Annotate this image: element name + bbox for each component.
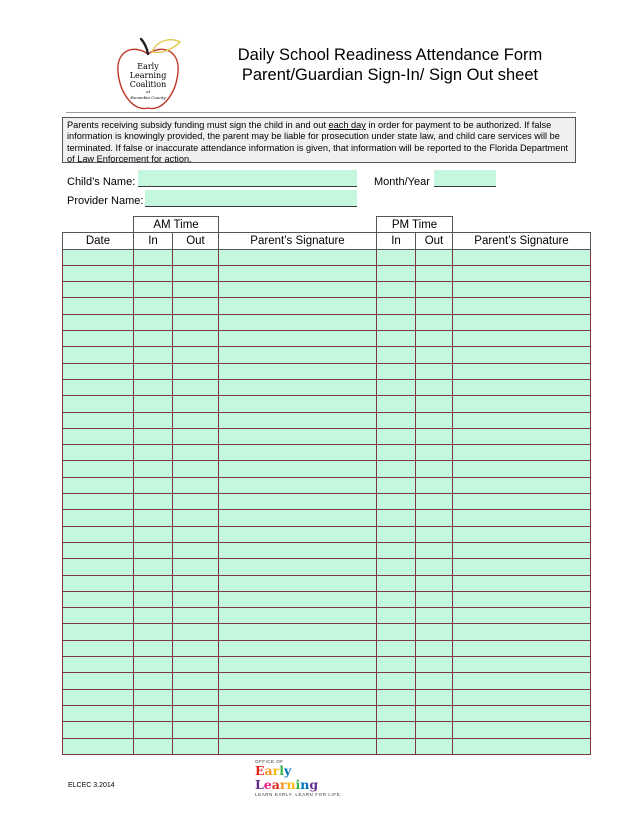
am-in-cell[interactable] bbox=[134, 282, 173, 298]
table-row bbox=[63, 640, 591, 656]
table-row bbox=[63, 689, 591, 705]
am-in-cell[interactable] bbox=[134, 657, 173, 673]
am-signature-cell[interactable] bbox=[219, 608, 377, 624]
am-in-cell[interactable] bbox=[134, 624, 173, 640]
pm-signature-cell[interactable] bbox=[453, 379, 591, 395]
am-signature-cell[interactable] bbox=[219, 314, 377, 330]
pm-time-header: PM Time bbox=[377, 217, 453, 233]
notice-box bbox=[62, 117, 576, 163]
pm-signature-cell[interactable] bbox=[453, 396, 591, 412]
am-signature-cell[interactable] bbox=[219, 396, 377, 412]
table-row bbox=[63, 249, 591, 265]
logo-line3: Coalition bbox=[129, 80, 167, 89]
table-row bbox=[63, 347, 591, 363]
am-in-cell[interactable] bbox=[134, 559, 173, 575]
pm-signature-cell[interactable] bbox=[453, 265, 591, 281]
am-signature-cell[interactable] bbox=[219, 282, 377, 298]
table-row bbox=[63, 608, 591, 624]
pm-in-cell[interactable] bbox=[377, 657, 416, 673]
am-in-cell[interactable] bbox=[134, 347, 173, 363]
am-out-cell[interactable] bbox=[173, 428, 219, 444]
date-cell[interactable] bbox=[63, 396, 134, 412]
am-signature-cell[interactable] bbox=[219, 249, 377, 265]
provider-name-label: Provider Name: bbox=[67, 195, 144, 207]
am-signature-cell[interactable] bbox=[219, 542, 377, 558]
table-row bbox=[63, 510, 591, 526]
group-spacer bbox=[453, 217, 591, 233]
am-in-cell[interactable] bbox=[134, 738, 173, 754]
pm-in-cell[interactable] bbox=[377, 282, 416, 298]
date-cell[interactable] bbox=[63, 314, 134, 330]
am-out-cell[interactable] bbox=[173, 347, 219, 363]
am-signature-cell[interactable] bbox=[219, 510, 377, 526]
am-in-cell[interactable] bbox=[134, 298, 173, 314]
pm-signature-cell[interactable] bbox=[453, 461, 591, 477]
pm-out-cell[interactable] bbox=[416, 689, 453, 705]
pm-signature-cell[interactable] bbox=[453, 738, 591, 754]
am-in-cell[interactable] bbox=[134, 461, 173, 477]
table-row bbox=[63, 298, 591, 314]
am-signature-cell[interactable] bbox=[219, 331, 377, 347]
pm-out-cell[interactable] bbox=[416, 363, 453, 379]
pm-in-cell[interactable] bbox=[377, 705, 416, 721]
logo-office-text: OFFICE OF bbox=[255, 759, 284, 764]
am-in-cell[interactable] bbox=[134, 363, 173, 379]
am-signature-cell[interactable] bbox=[219, 379, 377, 395]
am-out-cell[interactable] bbox=[173, 477, 219, 493]
am-in-cell[interactable] bbox=[134, 379, 173, 395]
am-out-cell[interactable] bbox=[173, 249, 219, 265]
pm-in-cell[interactable] bbox=[377, 428, 416, 444]
am-out-cell[interactable] bbox=[173, 510, 219, 526]
col-am-in: In bbox=[134, 233, 173, 249]
pm-out-cell[interactable] bbox=[416, 347, 453, 363]
pm-signature-cell[interactable] bbox=[453, 477, 591, 493]
am-in-cell[interactable] bbox=[134, 542, 173, 558]
logo-brand-text: Early Learning bbox=[255, 763, 319, 792]
am-out-cell[interactable] bbox=[173, 640, 219, 656]
date-cell[interactable] bbox=[63, 282, 134, 298]
pm-out-cell[interactable] bbox=[416, 461, 453, 477]
pm-signature-cell[interactable] bbox=[453, 510, 591, 526]
pm-out-cell[interactable] bbox=[416, 738, 453, 754]
date-cell[interactable] bbox=[63, 575, 134, 591]
am-signature-cell[interactable] bbox=[219, 363, 377, 379]
am-out-cell[interactable] bbox=[173, 412, 219, 428]
am-out-cell[interactable] bbox=[173, 575, 219, 591]
pm-out-cell[interactable] bbox=[416, 608, 453, 624]
group-spacer bbox=[63, 217, 134, 233]
pm-in-cell[interactable] bbox=[377, 591, 416, 607]
logo-line4: of bbox=[146, 89, 150, 94]
am-time-header: AM Time bbox=[134, 217, 219, 233]
pm-signature-cell[interactable] bbox=[453, 526, 591, 542]
coalition-logo bbox=[114, 36, 182, 114]
pm-in-cell[interactable] bbox=[377, 689, 416, 705]
pm-signature-cell[interactable] bbox=[453, 559, 591, 575]
col-pm-signature: Parent’s Signature bbox=[453, 233, 591, 249]
pm-in-cell[interactable] bbox=[377, 298, 416, 314]
pm-in-cell[interactable] bbox=[377, 510, 416, 526]
logo-line5: Escambia County bbox=[130, 95, 166, 100]
am-out-cell[interactable] bbox=[173, 282, 219, 298]
table-row bbox=[63, 282, 591, 298]
pm-in-cell[interactable] bbox=[377, 575, 416, 591]
am-out-cell[interactable] bbox=[173, 624, 219, 640]
am-out-cell[interactable] bbox=[173, 445, 219, 461]
pm-out-cell[interactable] bbox=[416, 445, 453, 461]
month-year-field[interactable] bbox=[434, 170, 496, 187]
pm-in-cell[interactable] bbox=[377, 624, 416, 640]
am-out-cell[interactable] bbox=[173, 461, 219, 477]
table-row bbox=[63, 331, 591, 347]
provider-name-field[interactable] bbox=[145, 190, 357, 207]
am-signature-cell[interactable] bbox=[219, 673, 377, 689]
logo-line1: Early bbox=[137, 62, 159, 71]
pm-signature-cell[interactable] bbox=[453, 657, 591, 673]
table-row bbox=[63, 379, 591, 395]
pm-in-cell[interactable] bbox=[377, 347, 416, 363]
am-in-cell[interactable] bbox=[134, 608, 173, 624]
group-spacer bbox=[219, 217, 377, 233]
pm-signature-cell[interactable] bbox=[453, 722, 591, 738]
date-cell[interactable] bbox=[63, 494, 134, 510]
table-row bbox=[63, 673, 591, 689]
table-row bbox=[63, 363, 591, 379]
pm-out-cell[interactable] bbox=[416, 657, 453, 673]
date-cell[interactable] bbox=[63, 722, 134, 738]
pm-out-cell[interactable] bbox=[416, 428, 453, 444]
pm-out-cell[interactable] bbox=[416, 705, 453, 721]
am-signature-cell[interactable] bbox=[219, 477, 377, 493]
pm-out-cell[interactable] bbox=[416, 510, 453, 526]
pm-signature-cell[interactable] bbox=[453, 249, 591, 265]
am-out-cell[interactable] bbox=[173, 542, 219, 558]
am-in-cell[interactable] bbox=[134, 428, 173, 444]
date-cell[interactable] bbox=[63, 477, 134, 493]
pm-signature-cell[interactable] bbox=[453, 428, 591, 444]
pm-in-cell[interactable] bbox=[377, 396, 416, 412]
pm-out-cell[interactable] bbox=[416, 559, 453, 575]
pm-in-cell[interactable] bbox=[377, 526, 416, 542]
am-in-cell[interactable] bbox=[134, 331, 173, 347]
am-out-cell[interactable] bbox=[173, 559, 219, 575]
logo-tagline: LEARN EARLY. LEARN FOR LIFE. bbox=[255, 792, 343, 797]
am-signature-cell[interactable] bbox=[219, 412, 377, 428]
pm-in-cell[interactable] bbox=[377, 265, 416, 281]
pm-signature-cell[interactable] bbox=[453, 363, 591, 379]
pm-out-cell[interactable] bbox=[416, 282, 453, 298]
am-signature-cell[interactable] bbox=[219, 559, 377, 575]
am-in-cell[interactable] bbox=[134, 477, 173, 493]
am-in-cell[interactable] bbox=[134, 673, 173, 689]
am-signature-cell[interactable] bbox=[219, 298, 377, 314]
pm-in-cell[interactable] bbox=[377, 477, 416, 493]
date-cell[interactable] bbox=[63, 461, 134, 477]
date-cell[interactable] bbox=[63, 298, 134, 314]
pm-in-cell[interactable] bbox=[377, 379, 416, 395]
pm-signature-cell[interactable] bbox=[453, 624, 591, 640]
am-out-cell[interactable] bbox=[173, 689, 219, 705]
pm-out-cell[interactable] bbox=[416, 494, 453, 510]
table-row bbox=[63, 477, 591, 493]
table-row bbox=[63, 396, 591, 412]
am-signature-cell[interactable] bbox=[219, 657, 377, 673]
am-signature-cell[interactable] bbox=[219, 640, 377, 656]
am-out-cell[interactable] bbox=[173, 738, 219, 754]
pm-signature-cell[interactable] bbox=[453, 673, 591, 689]
am-signature-cell[interactable] bbox=[219, 445, 377, 461]
table-row bbox=[63, 657, 591, 673]
am-in-cell[interactable] bbox=[134, 265, 173, 281]
date-cell[interactable] bbox=[63, 412, 134, 428]
pm-signature-cell[interactable] bbox=[453, 575, 591, 591]
form-code: ELCEC 3.2014 bbox=[68, 782, 115, 789]
table-row bbox=[63, 494, 591, 510]
pm-out-cell[interactable] bbox=[416, 331, 453, 347]
pm-signature-cell[interactable] bbox=[453, 445, 591, 461]
col-pm-in: In bbox=[377, 233, 416, 249]
pm-in-cell[interactable] bbox=[377, 461, 416, 477]
col-date: Date bbox=[63, 233, 134, 249]
pm-in-cell[interactable] bbox=[377, 331, 416, 347]
pm-signature-cell[interactable] bbox=[453, 689, 591, 705]
pm-out-cell[interactable] bbox=[416, 591, 453, 607]
table-row bbox=[63, 575, 591, 591]
pm-out-cell[interactable] bbox=[416, 265, 453, 281]
am-signature-cell[interactable] bbox=[219, 624, 377, 640]
table-row bbox=[63, 314, 591, 330]
am-in-cell[interactable] bbox=[134, 445, 173, 461]
col-pm-out: Out bbox=[416, 233, 453, 249]
apple-logo-icon bbox=[114, 36, 182, 114]
am-signature-cell[interactable] bbox=[219, 526, 377, 542]
date-cell[interactable] bbox=[63, 689, 134, 705]
pm-in-cell[interactable] bbox=[377, 314, 416, 330]
notice-underlined-text: each day bbox=[328, 120, 366, 130]
am-out-cell[interactable] bbox=[173, 673, 219, 689]
am-out-cell[interactable] bbox=[173, 265, 219, 281]
am-out-cell[interactable] bbox=[173, 494, 219, 510]
am-in-cell[interactable] bbox=[134, 689, 173, 705]
am-out-cell[interactable] bbox=[173, 298, 219, 314]
child-name-field[interactable] bbox=[138, 170, 357, 187]
am-in-cell[interactable] bbox=[134, 510, 173, 526]
pm-in-cell[interactable] bbox=[377, 608, 416, 624]
pm-in-cell[interactable] bbox=[377, 722, 416, 738]
pm-signature-cell[interactable] bbox=[453, 705, 591, 721]
pm-in-cell[interactable] bbox=[377, 412, 416, 428]
pm-out-cell[interactable] bbox=[416, 526, 453, 542]
am-out-cell[interactable] bbox=[173, 314, 219, 330]
am-in-cell[interactable] bbox=[134, 249, 173, 265]
table-row bbox=[63, 559, 591, 575]
child-name-label: Child’s Name: bbox=[67, 176, 136, 188]
pm-signature-cell[interactable] bbox=[453, 298, 591, 314]
date-cell[interactable] bbox=[63, 705, 134, 721]
pm-signature-cell[interactable] bbox=[453, 494, 591, 510]
pm-out-cell[interactable] bbox=[416, 249, 453, 265]
am-in-cell[interactable] bbox=[134, 314, 173, 330]
pm-out-cell[interactable] bbox=[416, 575, 453, 591]
pm-signature-cell[interactable] bbox=[453, 608, 591, 624]
am-in-cell[interactable] bbox=[134, 526, 173, 542]
logo-line2: Learning bbox=[129, 71, 167, 80]
pm-signature-cell[interactable] bbox=[453, 640, 591, 656]
table-row bbox=[63, 412, 591, 428]
date-cell[interactable] bbox=[63, 428, 134, 444]
am-out-cell[interactable] bbox=[173, 608, 219, 624]
form-subtitle: Parent/Guardian Sign-In/ Sign Out sheet bbox=[241, 66, 539, 84]
am-out-cell[interactable] bbox=[173, 363, 219, 379]
date-cell[interactable] bbox=[63, 445, 134, 461]
notice-text-start: Parents receiving subsidy funding must sign the child in and out bbox=[67, 120, 329, 130]
am-signature-cell[interactable] bbox=[219, 575, 377, 591]
am-out-cell[interactable] bbox=[173, 396, 219, 412]
notice-text-end: in order for payment to be authorized. If false information is knowingly provided, the parent may be liable for prosecution under state law, and child care services will be terminated. If false or inaccurate attendance information is given, that information will be reported to the Florida Department of Law Enforcement for action. bbox=[67, 120, 568, 165]
date-cell[interactable] bbox=[63, 363, 134, 379]
am-out-cell[interactable] bbox=[173, 722, 219, 738]
pm-out-cell[interactable] bbox=[416, 477, 453, 493]
am-signature-cell[interactable] bbox=[219, 591, 377, 607]
col-am-out: Out bbox=[173, 233, 219, 249]
am-signature-cell[interactable] bbox=[219, 461, 377, 477]
pm-in-cell[interactable] bbox=[377, 249, 416, 265]
am-signature-cell[interactable] bbox=[219, 738, 377, 754]
date-cell[interactable] bbox=[63, 249, 134, 265]
am-out-cell[interactable] bbox=[173, 379, 219, 395]
pm-signature-cell[interactable] bbox=[453, 412, 591, 428]
table-row bbox=[63, 722, 591, 738]
date-cell[interactable] bbox=[63, 608, 134, 624]
am-in-cell[interactable] bbox=[134, 412, 173, 428]
am-signature-cell[interactable] bbox=[219, 494, 377, 510]
pm-in-cell[interactable] bbox=[377, 542, 416, 558]
am-in-cell[interactable] bbox=[134, 575, 173, 591]
pm-out-cell[interactable] bbox=[416, 673, 453, 689]
am-out-cell[interactable] bbox=[173, 526, 219, 542]
month-year-label: Month/Year bbox=[374, 176, 430, 188]
table-row bbox=[63, 591, 591, 607]
pm-out-cell[interactable] bbox=[416, 640, 453, 656]
pm-signature-cell[interactable] bbox=[453, 542, 591, 558]
am-out-cell[interactable] bbox=[173, 705, 219, 721]
am-in-cell[interactable] bbox=[134, 640, 173, 656]
table-row bbox=[63, 738, 591, 754]
pm-in-cell[interactable] bbox=[377, 640, 416, 656]
pm-signature-cell[interactable] bbox=[453, 314, 591, 330]
am-signature-cell[interactable] bbox=[219, 689, 377, 705]
date-cell[interactable] bbox=[63, 379, 134, 395]
am-in-cell[interactable] bbox=[134, 705, 173, 721]
date-cell[interactable] bbox=[63, 591, 134, 607]
am-signature-cell[interactable] bbox=[219, 347, 377, 363]
pm-out-cell[interactable] bbox=[416, 412, 453, 428]
date-cell[interactable] bbox=[63, 657, 134, 673]
am-out-cell[interactable] bbox=[173, 331, 219, 347]
pm-signature-cell[interactable] bbox=[453, 347, 591, 363]
date-cell[interactable] bbox=[63, 738, 134, 754]
am-signature-cell[interactable] bbox=[219, 265, 377, 281]
office-early-learning-logo bbox=[255, 759, 347, 797]
form-title: Daily School Readiness Attendance Form bbox=[237, 46, 543, 64]
pm-out-cell[interactable] bbox=[416, 624, 453, 640]
am-in-cell[interactable] bbox=[134, 494, 173, 510]
date-cell[interactable] bbox=[63, 624, 134, 640]
pm-in-cell[interactable] bbox=[377, 559, 416, 575]
am-in-cell[interactable] bbox=[134, 591, 173, 607]
pm-in-cell[interactable] bbox=[377, 363, 416, 379]
pm-out-cell[interactable] bbox=[416, 314, 453, 330]
pm-out-cell[interactable] bbox=[416, 379, 453, 395]
am-signature-cell[interactable] bbox=[219, 722, 377, 738]
pm-signature-cell[interactable] bbox=[453, 282, 591, 298]
table-group-header bbox=[63, 217, 591, 233]
pm-signature-cell[interactable] bbox=[453, 331, 591, 347]
attendance-table bbox=[62, 216, 591, 755]
table-row bbox=[63, 461, 591, 477]
table-row bbox=[63, 445, 591, 461]
table-row bbox=[63, 265, 591, 281]
pm-in-cell[interactable] bbox=[377, 445, 416, 461]
am-out-cell[interactable] bbox=[173, 657, 219, 673]
am-in-cell[interactable] bbox=[134, 396, 173, 412]
table-row bbox=[63, 624, 591, 640]
date-cell[interactable] bbox=[63, 347, 134, 363]
date-cell[interactable] bbox=[63, 542, 134, 558]
date-cell[interactable] bbox=[63, 559, 134, 575]
table-row bbox=[63, 705, 591, 721]
date-cell[interactable] bbox=[63, 265, 134, 281]
pm-out-cell[interactable] bbox=[416, 396, 453, 412]
table-row bbox=[63, 428, 591, 444]
date-cell[interactable] bbox=[63, 640, 134, 656]
date-cell[interactable] bbox=[63, 526, 134, 542]
table-column-header bbox=[63, 233, 591, 249]
date-cell[interactable] bbox=[63, 673, 134, 689]
header-divider bbox=[66, 112, 576, 113]
pm-in-cell[interactable] bbox=[377, 494, 416, 510]
date-cell[interactable] bbox=[63, 331, 134, 347]
pm-out-cell[interactable] bbox=[416, 542, 453, 558]
pm-in-cell[interactable] bbox=[377, 673, 416, 689]
pm-out-cell[interactable] bbox=[416, 298, 453, 314]
am-signature-cell[interactable] bbox=[219, 705, 377, 721]
pm-out-cell[interactable] bbox=[416, 722, 453, 738]
am-in-cell[interactable] bbox=[134, 722, 173, 738]
pm-signature-cell[interactable] bbox=[453, 591, 591, 607]
table-row bbox=[63, 542, 591, 558]
am-signature-cell[interactable] bbox=[219, 428, 377, 444]
pm-in-cell[interactable] bbox=[377, 738, 416, 754]
date-cell[interactable] bbox=[63, 510, 134, 526]
am-out-cell[interactable] bbox=[173, 591, 219, 607]
table-row bbox=[63, 526, 591, 542]
col-am-signature: Parent’s Signature bbox=[219, 233, 377, 249]
